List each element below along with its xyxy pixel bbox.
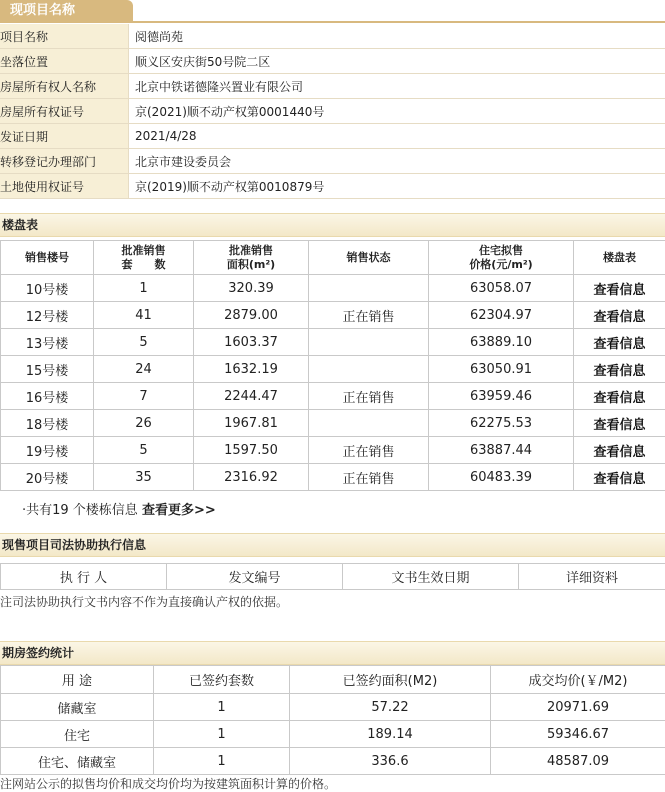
cell-status — [309, 329, 429, 356]
contracts-table — [0, 665, 665, 775]
cell-units: 5 — [94, 329, 194, 356]
table-row — [1, 275, 665, 302]
judicial-col-header: 详细资料 — [519, 564, 665, 590]
cell-area: 1632.19 — [194, 356, 309, 383]
info-label: 房屋所有权人名称 — [0, 74, 129, 99]
cell-price: 63959.46 — [429, 383, 574, 410]
judicial-note: 注司法协助执行文书内容不作为直接确认产权的依据。 — [0, 593, 288, 610]
cell-price: 62304.97 — [429, 302, 574, 329]
cell-area: 189.14 — [290, 721, 491, 748]
cell-use: 住宅 — [1, 721, 154, 748]
info-value: 顺义区安庆街50号院二区 — [129, 49, 665, 74]
info-label: 土地使用权证号 — [0, 174, 129, 199]
cell-price: 62275.53 — [429, 410, 574, 437]
cell-area: 320.39 — [194, 275, 309, 302]
cell-status — [309, 275, 429, 302]
cell-units: 24 — [94, 356, 194, 383]
table-row — [1, 302, 665, 329]
view-info-cell — [574, 383, 665, 410]
info-row — [0, 74, 665, 99]
info-value: 京(2019)顺不动产权第0010879号 — [129, 174, 665, 199]
info-row — [0, 49, 665, 74]
cell-units: 35 — [94, 464, 194, 491]
cell-use: 储藏室 — [1, 694, 154, 721]
view-info-cell — [574, 437, 665, 464]
judicial-section-header — [0, 533, 665, 557]
buildings-col-header: 批准销售 面积(m²) — [194, 241, 309, 275]
cell-price: 63050.91 — [429, 356, 574, 383]
info-value: 2021/4/28 — [129, 124, 665, 149]
info-row — [0, 99, 665, 124]
judicial-col-header: 发文编号 — [167, 564, 343, 590]
judicial-col-header: 文书生效日期 — [343, 564, 519, 590]
cell-price: 60483.39 — [429, 464, 574, 491]
info-value: 阅德尚苑 — [129, 24, 665, 49]
project-info-table — [0, 24, 665, 199]
cell-units: 7 — [94, 383, 194, 410]
table-row — [1, 748, 665, 775]
cell-price: 63887.44 — [429, 437, 574, 464]
info-value: 北京市建设委员会 — [129, 149, 665, 174]
info-row — [0, 24, 665, 49]
buildings-summary — [22, 499, 216, 518]
info-label: 转移登记办理部门 — [0, 149, 129, 174]
view-info-cell — [574, 329, 665, 356]
cell-use: 住宅、储藏室 — [1, 748, 154, 775]
cell-no: 13号楼 — [1, 329, 94, 356]
buildings-col-header: 楼盘表 — [574, 241, 665, 275]
cell-no: 18号楼 — [1, 410, 94, 437]
info-row — [0, 174, 665, 199]
cell-status: 正在销售 — [309, 302, 429, 329]
cell-units: 5 — [94, 437, 194, 464]
judicial-section-title: 现售项目司法协助执行信息 — [2, 538, 146, 552]
info-row — [0, 124, 665, 149]
buildings-col-header: 住宅拟售 价格(元/m²) — [429, 241, 574, 275]
view-info-link[interactable]: 查看信息 — [593, 445, 645, 460]
contracts-col-header: 已签约套数 — [154, 666, 290, 694]
section-divider — [0, 21, 665, 23]
cell-units: 1 — [94, 275, 194, 302]
buildings-count-text: ·共有19 个楼栋信息 — [22, 503, 138, 518]
cell-area: 336.6 — [290, 748, 491, 775]
cell-no: 15号楼 — [1, 356, 94, 383]
contracts-col-header: 成交均价(￥/M2) — [491, 666, 665, 694]
contracts-section-title: 期房签约统计 — [2, 646, 74, 660]
cell-count: 1 — [154, 694, 290, 721]
judicial-col-header: 执 行 人 — [1, 564, 167, 590]
cell-no: 20号楼 — [1, 464, 94, 491]
view-info-link[interactable]: 查看信息 — [593, 310, 645, 325]
view-info-link[interactable]: 查看信息 — [593, 391, 645, 406]
table-row — [1, 410, 665, 437]
judicial-table — [0, 563, 665, 590]
table-row — [1, 356, 665, 383]
view-info-link[interactable]: 查看信息 — [593, 472, 645, 487]
cell-area: 2244.47 — [194, 383, 309, 410]
cell-status — [309, 410, 429, 437]
table-row — [1, 694, 665, 721]
view-info-cell — [574, 464, 665, 491]
cell-status: 正在销售 — [309, 383, 429, 410]
cell-status — [309, 356, 429, 383]
info-value: 北京中铁诺德隆兴置业有限公司 — [129, 74, 665, 99]
cell-price: 20971.69 — [491, 694, 665, 721]
cell-price: 59346.67 — [491, 721, 665, 748]
view-info-cell — [574, 356, 665, 383]
view-info-link[interactable]: 查看信息 — [593, 283, 645, 298]
table-row — [1, 721, 665, 748]
table-row — [1, 464, 665, 491]
table-row — [1, 329, 665, 356]
info-label: 发证日期 — [0, 124, 129, 149]
info-value: 京(2021)顺不动产权第0001440号 — [129, 99, 665, 124]
buildings-col-header: 销售楼号 — [1, 241, 94, 275]
cell-units: 26 — [94, 410, 194, 437]
buildings-col-header: 批准销售 套 数 — [94, 241, 194, 275]
cell-status: 正在销售 — [309, 437, 429, 464]
cell-no: 12号楼 — [1, 302, 94, 329]
project-section-tab: 现项目名称 — [0, 0, 133, 22]
cell-price: 48587.09 — [491, 748, 665, 775]
info-label: 项目名称 — [0, 24, 129, 49]
cell-no: 16号楼 — [1, 383, 94, 410]
contracts-col-header: 已签约面积(M2) — [290, 666, 491, 694]
cell-price: 63889.10 — [429, 329, 574, 356]
cell-area: 1597.50 — [194, 437, 309, 464]
view-info-link[interactable]: 查看信息 — [593, 418, 645, 433]
cell-area: 1967.81 — [194, 410, 309, 437]
buildings-table — [0, 240, 665, 491]
cell-count: 1 — [154, 748, 290, 775]
buildings-section-title: 楼盘表 — [2, 218, 38, 232]
cell-price: 63058.07 — [429, 275, 574, 302]
view-info-link[interactable]: 查看信息 — [593, 364, 645, 379]
contracts-col-header: 用 途 — [1, 666, 154, 694]
cell-area: 2879.00 — [194, 302, 309, 329]
view-more-link[interactable]: 查看更多>> — [142, 503, 216, 518]
view-info-link[interactable]: 查看信息 — [593, 337, 645, 352]
info-label: 房屋所有权证号 — [0, 99, 129, 124]
contracts-note: 注网站公示的拟售均价和成交均价均为按建筑面积计算的价格。 — [0, 775, 336, 792]
view-info-cell — [574, 410, 665, 437]
view-info-cell — [574, 302, 665, 329]
buildings-col-header: 销售状态 — [309, 241, 429, 275]
view-info-cell — [574, 275, 665, 302]
cell-no: 19号楼 — [1, 437, 94, 464]
cell-units: 41 — [94, 302, 194, 329]
table-row — [1, 437, 665, 464]
cell-area: 57.22 — [290, 694, 491, 721]
cell-count: 1 — [154, 721, 290, 748]
table-row — [1, 383, 665, 410]
info-label: 坐落位置 — [0, 49, 129, 74]
cell-status: 正在销售 — [309, 464, 429, 491]
info-row — [0, 149, 665, 174]
buildings-section-header — [0, 213, 665, 237]
cell-area: 1603.37 — [194, 329, 309, 356]
cell-no: 10号楼 — [1, 275, 94, 302]
cell-area: 2316.92 — [194, 464, 309, 491]
contracts-section-header — [0, 641, 665, 665]
